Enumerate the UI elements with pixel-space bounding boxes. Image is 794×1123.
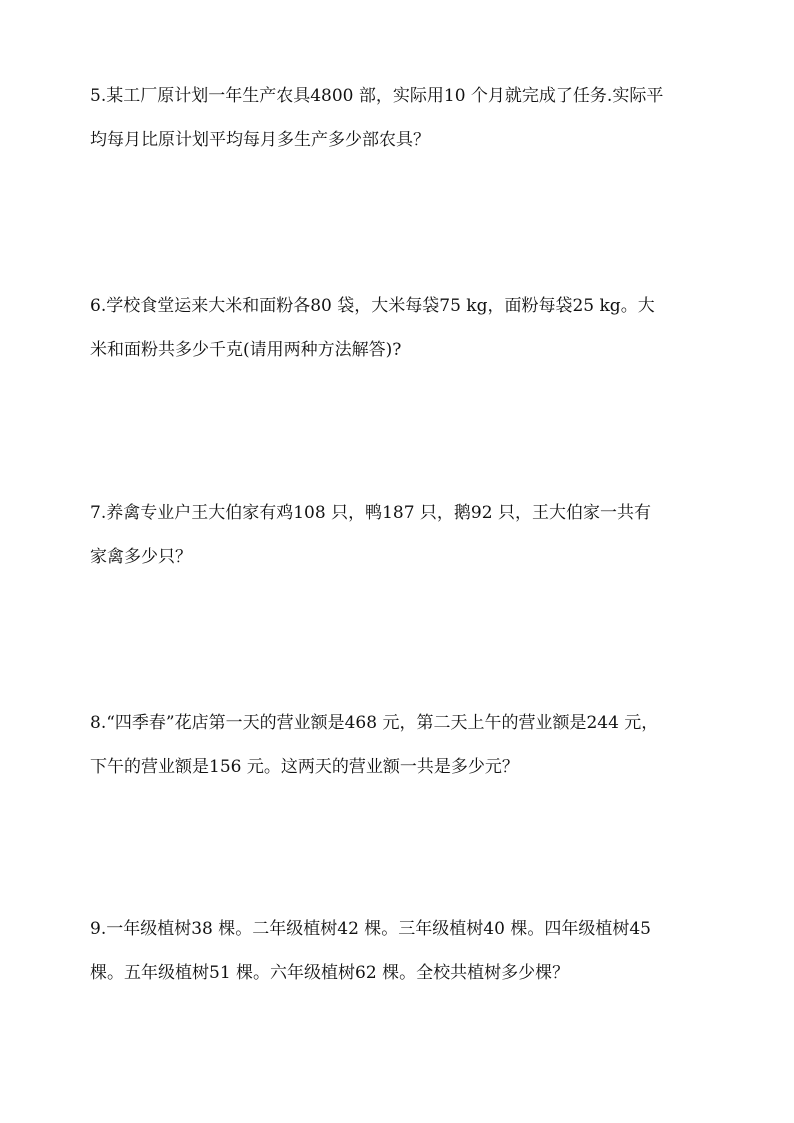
problem-7-line-1: 7.养禽专业户王大伯家有鸡108 只，鸭187 只，鹅92 只，王大伯家一共有 xyxy=(90,503,651,523)
problem-6-line-2: 米和面粉共多少千克(请用两种方法解答)? xyxy=(90,340,402,360)
problem-5 xyxy=(90,85,710,151)
problem-8-line-2: 下午的营业额是156 元。这两天的营业额一共是多少元？ xyxy=(90,757,519,777)
problem-9-line-2: 棵。五年级植树51 棵。六年级植树62 棵。全校共植树多少棵？ xyxy=(90,963,570,983)
problem-7-line-2: 家禽多少只？ xyxy=(90,547,192,567)
problem-8-line-1: 8.“四季春”花店第一天的营业额是468 元，第二天上午的营业额是244 元， xyxy=(90,713,659,733)
problem-5-line-2: 均每月比原计划平均每月多生产多少部农具？ xyxy=(90,130,430,150)
problem-6-line-1: 6.学校食堂运来大米和面粉各80 袋，大米每袋75 kg，面粉每袋25 kg。大 xyxy=(90,296,655,316)
problem-6 xyxy=(90,295,710,361)
problem-7 xyxy=(90,502,710,568)
problem-5-line-1: 5.某工厂原计划一年生产农具4800 部，实际用10 个月就完成了任务.实际平 xyxy=(90,86,664,106)
problem-9-line-1: 9.一年级植树38 棵。二年级植树42 棵。三年级植树40 棵。四年级植树45 xyxy=(90,919,651,939)
problem-9 xyxy=(90,918,710,984)
problem-8 xyxy=(90,712,710,778)
